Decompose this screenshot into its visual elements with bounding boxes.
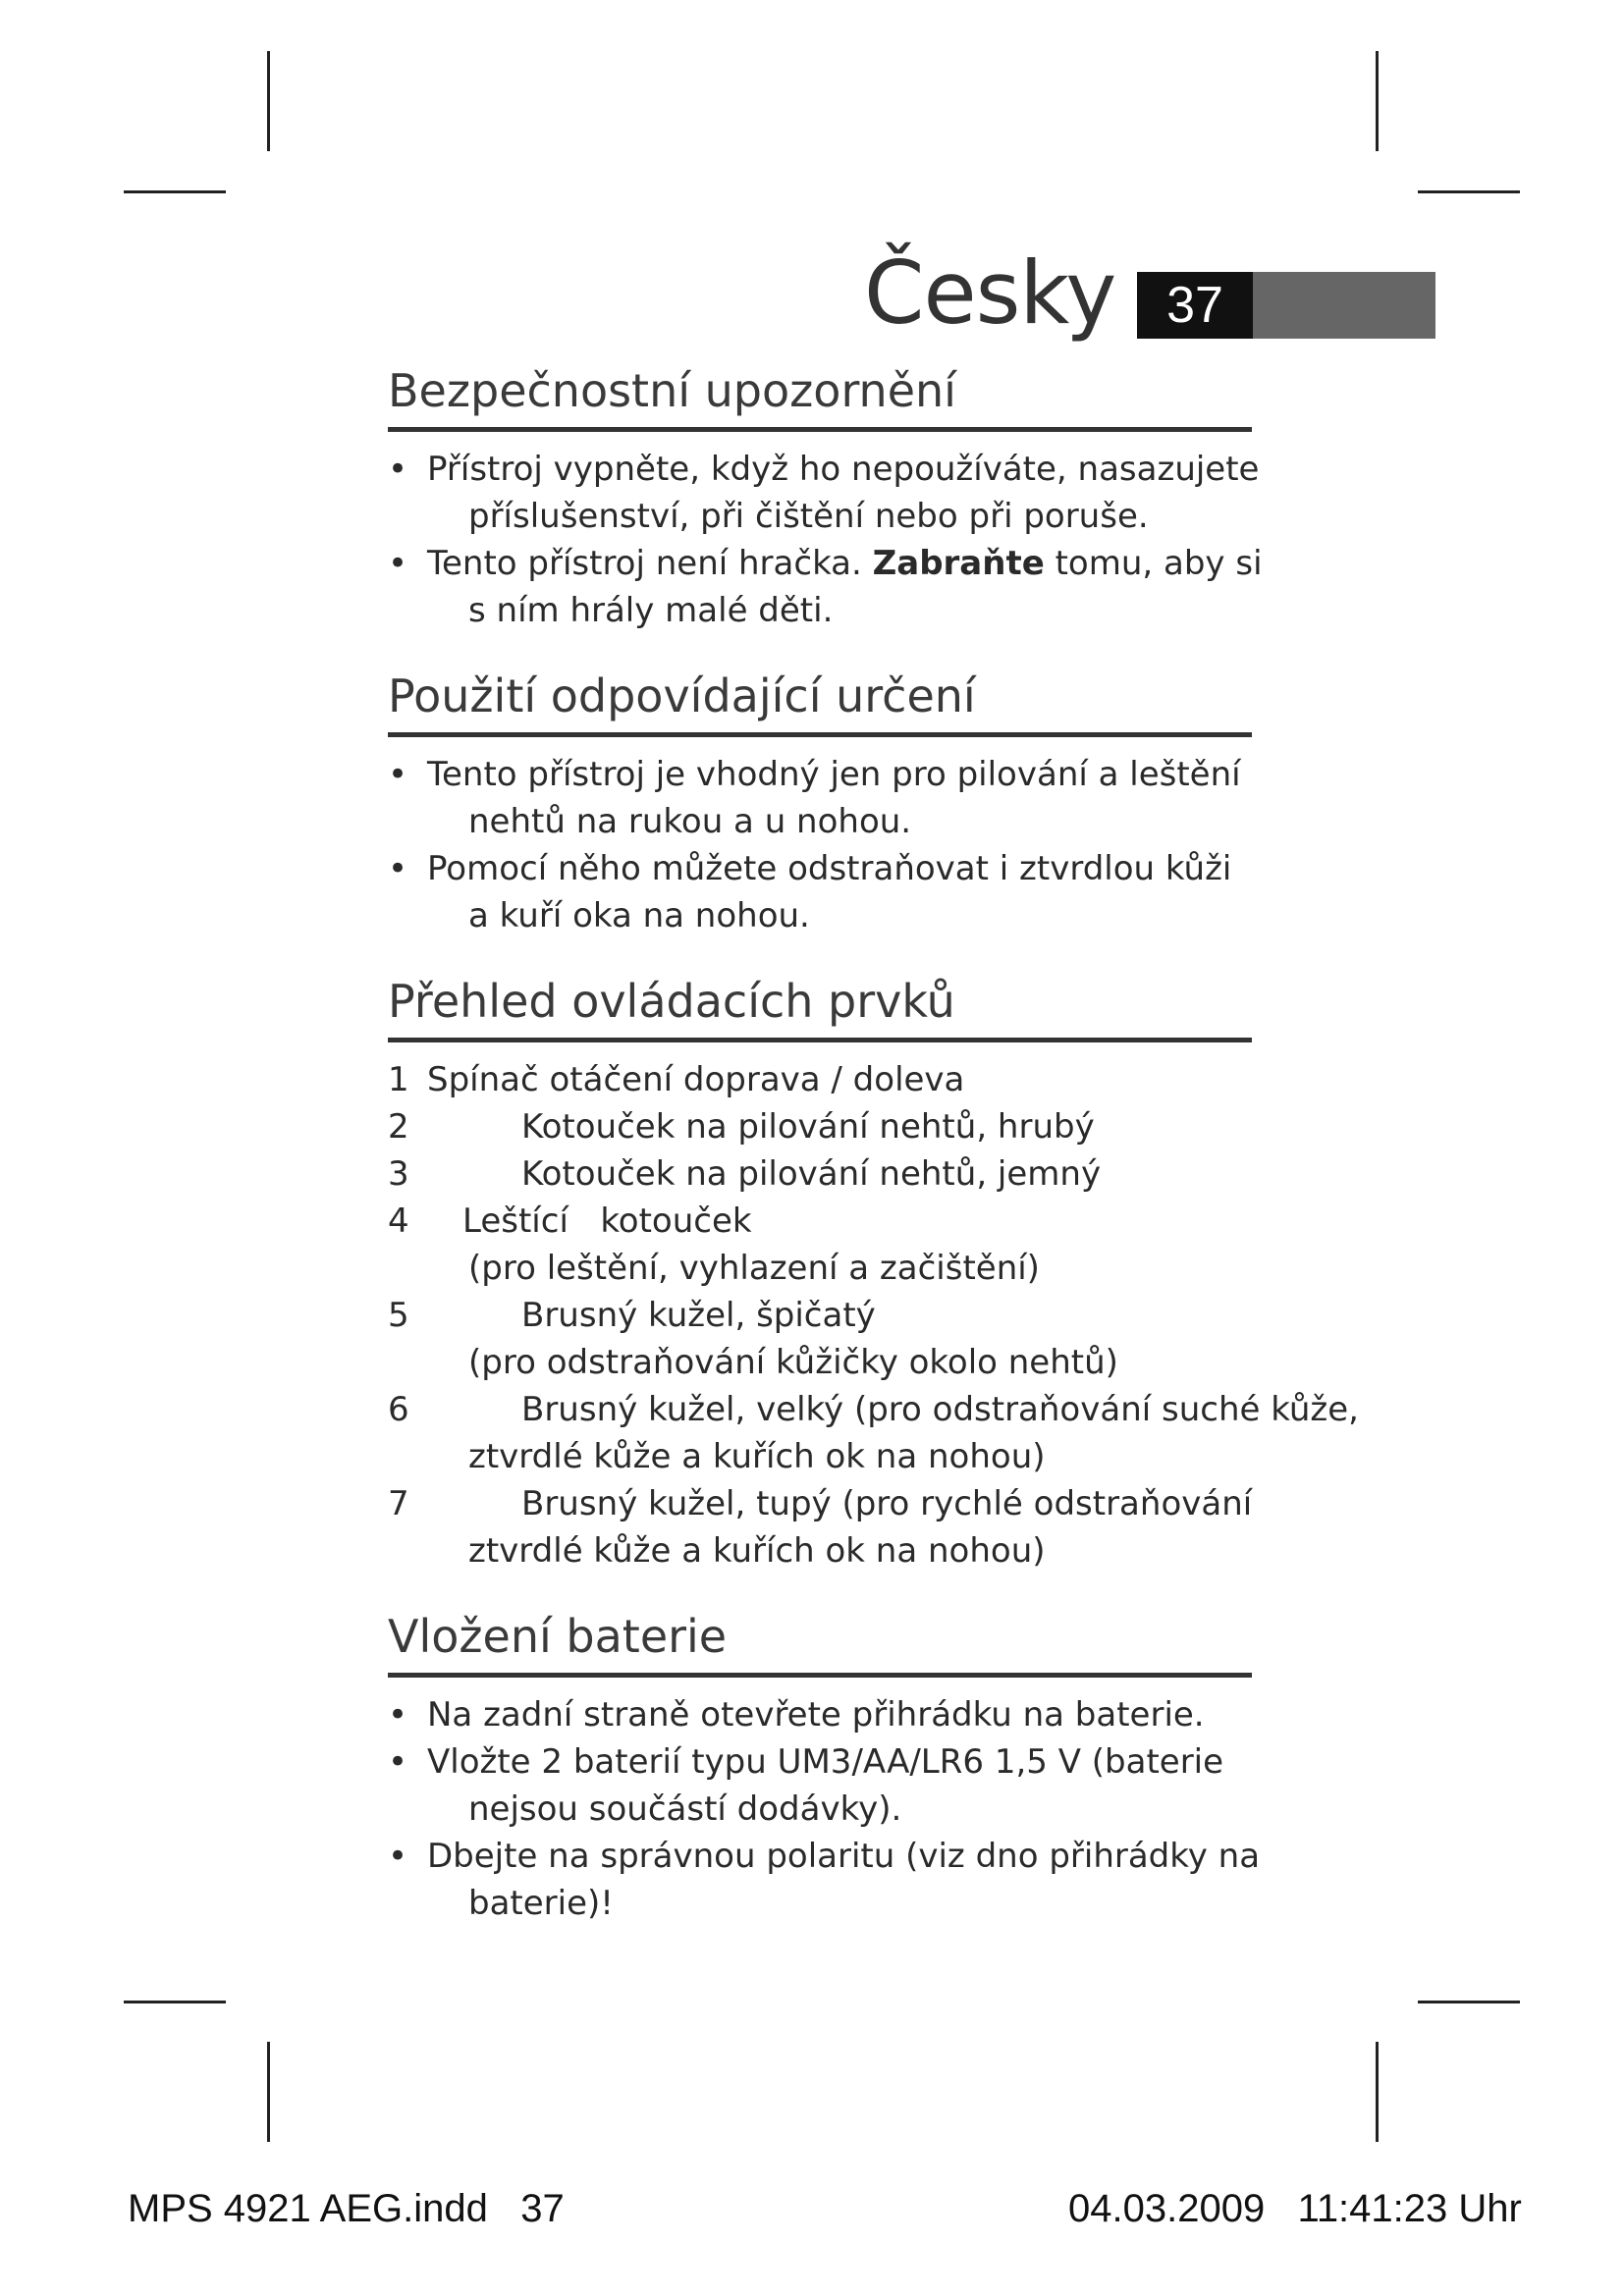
crop-mark-top-right-vertical xyxy=(1376,51,1379,151)
list-item xyxy=(388,751,1291,845)
list-item xyxy=(388,446,1291,540)
bullet-text: Pomocí něho můžete odstraňovat i ztvrdlou kůži xyxy=(427,849,1232,888)
item-text: Kotouček na pilování nehtů, jemný xyxy=(521,1154,1102,1194)
section-title: Vložení baterie xyxy=(388,1604,1252,1678)
list-item xyxy=(388,1691,1291,1738)
bullet-text-bold: Zabraňte xyxy=(872,544,1045,583)
page-content xyxy=(388,358,1359,1956)
bullet-text: Přístroj vypněte, když ho nepoužíváte, nasazujete xyxy=(427,450,1260,489)
list-item xyxy=(388,1386,1359,1480)
bullet-text-continued: nejsou součástí dodávky). xyxy=(468,1789,902,1829)
item-number: 7 xyxy=(388,1484,409,1523)
item-text-continued: ztvrdlé kůže a kuřích ok na nohou) xyxy=(468,1437,1046,1476)
page-number-badge: 37 xyxy=(1137,272,1253,339)
item-text: Spínač otáčení doprava / doleva xyxy=(427,1060,965,1099)
crop-mark-bottom-right-horizontal xyxy=(1418,2001,1520,2003)
list-item xyxy=(388,1292,1311,1386)
item-number: 6 xyxy=(388,1390,409,1429)
item-number: 4 xyxy=(388,1201,409,1241)
crop-mark-top-left-vertical xyxy=(267,51,270,151)
section-battery-insertion xyxy=(388,1604,1311,1927)
item-text: Leštící kotouček xyxy=(462,1201,752,1241)
crop-mark-top-right-horizontal xyxy=(1418,190,1520,193)
list-item xyxy=(388,1198,1311,1292)
item-number: 3 xyxy=(388,1154,409,1194)
list-item xyxy=(388,1738,1291,1833)
bullet-text: Tento přístroj není hračka. xyxy=(427,544,873,583)
bullet-text: Tento přístroj je vhodný jen pro pilování a leštění xyxy=(427,755,1241,794)
list-item xyxy=(388,1150,1311,1198)
bullet-text-continued: s ním hrály malé děti. xyxy=(468,591,834,630)
section-intended-use xyxy=(388,664,1311,939)
slug-filename: MPS 4921 AEG.indd 37 xyxy=(128,2187,565,2230)
crop-mark-bottom-left-horizontal xyxy=(124,2001,226,2003)
item-number: 2 xyxy=(388,1107,409,1147)
crop-mark-bottom-right-vertical xyxy=(1376,2042,1379,2142)
item-text: Kotouček na pilování nehtů, hrubý xyxy=(521,1107,1095,1147)
slug-datetime: 04.03.2009 11:41:23 Uhr xyxy=(1068,2187,1522,2230)
bullet-text-continued: příslušenství, při čištění nebo při poruše. xyxy=(468,497,1149,536)
section-title: Použití odpovídající určení xyxy=(388,664,1252,737)
bullet-text: Na zadní straně otevřete přihrádku na baterie. xyxy=(427,1695,1205,1735)
list-item xyxy=(388,540,1291,634)
header-accent-bar xyxy=(1253,272,1435,339)
bullet-text-continued: a kuří oka na nohou. xyxy=(468,896,810,935)
item-text-continued: (pro odstraňování kůžičky okolo nehtů) xyxy=(468,1343,1118,1382)
crop-mark-bottom-left-vertical xyxy=(267,2042,270,2142)
bullet-text: Vložte 2 baterií typu UM3/AA/LR6 1,5 V (baterie xyxy=(427,1742,1224,1782)
section-title: Přehled ovládacích prvků xyxy=(388,969,1252,1042)
item-text: Brusný kužel, velký (pro odstraňování suché kůže, xyxy=(521,1390,1359,1429)
list-item xyxy=(388,1480,1311,1575)
item-text-continued: ztvrdlé kůže a kuřích ok na nohou) xyxy=(468,1531,1046,1571)
item-text-continued: (pro leštění, vyhlazení a začištění) xyxy=(468,1249,1040,1288)
section-controls-overview xyxy=(388,969,1359,1575)
item-text: Brusný kužel, špičatý xyxy=(521,1296,876,1335)
bullet-text: tomu, aby si xyxy=(1044,544,1263,583)
item-number: 1 xyxy=(388,1060,409,1099)
section-safety xyxy=(388,358,1311,634)
list-item xyxy=(388,1056,1311,1103)
section-title: Bezpečnostní upozornění xyxy=(388,358,1252,432)
bullet-text: Dbejte na správnou polaritu (viz dno přihrádky na xyxy=(427,1837,1261,1876)
language-heading: Česky xyxy=(864,242,1116,344)
crop-mark-top-left-horizontal xyxy=(124,190,226,193)
list-item xyxy=(388,845,1291,939)
list-item xyxy=(388,1833,1291,1927)
bullet-text-continued: baterie)! xyxy=(468,1884,614,1923)
item-number: 5 xyxy=(388,1296,409,1335)
item-text: Brusný kužel, tupý (pro rychlé odstraňování xyxy=(521,1484,1253,1523)
list-item xyxy=(388,1103,1311,1150)
bullet-text-continued: nehtů na rukou a u nohou. xyxy=(468,802,912,841)
